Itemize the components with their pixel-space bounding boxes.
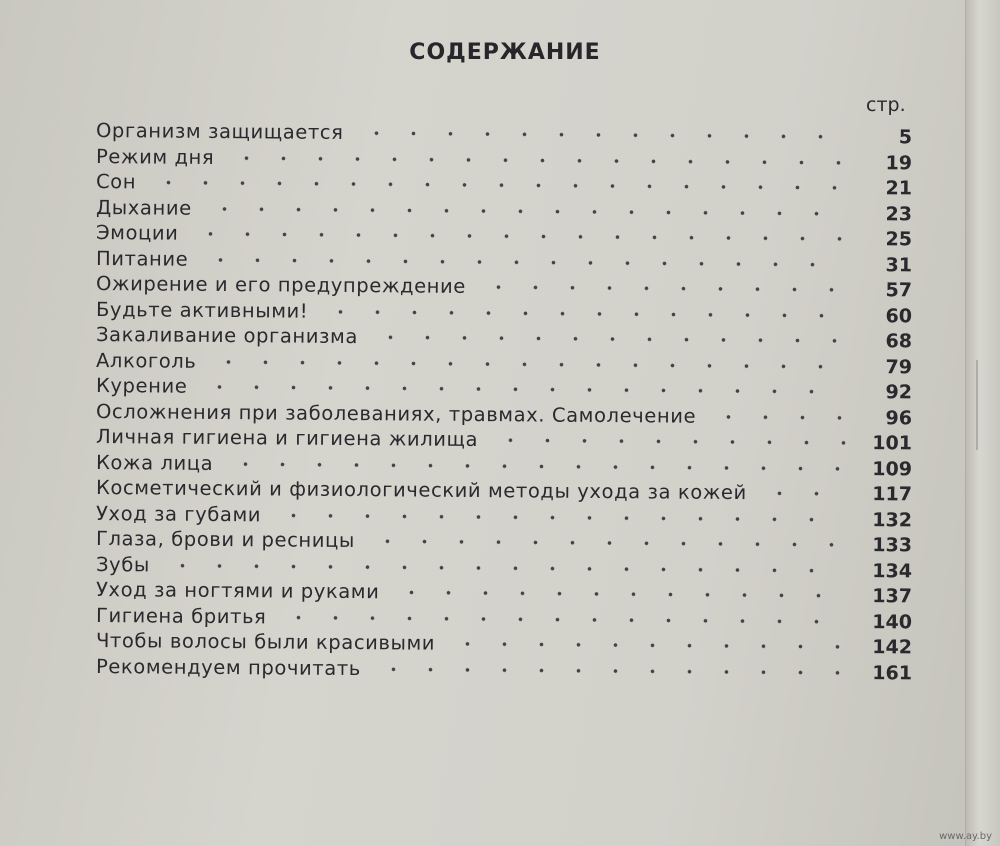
toc-entry-page: 132 <box>872 508 913 531</box>
toc-entry-title: Режим дня <box>95 144 215 169</box>
toc-entry-page: 68 <box>885 330 913 353</box>
toc-entry-title: Эмоции <box>95 221 179 245</box>
toc-entry-page: 21 <box>885 177 913 200</box>
toc-entry-page: 140 <box>872 610 913 633</box>
dot-leader <box>372 334 846 344</box>
page-title: СОДЕРЖАНИЕ <box>409 40 601 65</box>
toc-entry-page: 101 <box>872 432 913 455</box>
dot-leader <box>393 589 846 599</box>
toc-entry-page: 23 <box>885 202 913 225</box>
toc-entry-page: 137 <box>872 585 913 608</box>
toc-entry-page: 25 <box>885 228 913 251</box>
dot-leader <box>710 413 846 420</box>
table-of-contents <box>95 118 913 684</box>
toc-entry-page: 161 <box>872 661 913 684</box>
toc-entry-page: 79 <box>885 355 913 378</box>
toc-entry-title: Косметический и физиологический методы ухода за кожей <box>95 476 747 505</box>
dot-leader <box>492 437 846 446</box>
toc-entry-page: 60 <box>885 304 913 327</box>
toc-entry-title: Чтобы волосы были красивыми <box>95 629 436 655</box>
toc-entry-title: Гигиена бритья <box>95 603 267 628</box>
dot-leader <box>202 256 846 267</box>
watermark: www.ay.by <box>939 831 992 842</box>
toc-entry-page: 5 <box>898 126 913 149</box>
toc-entry-title: Курение <box>95 374 188 398</box>
toc-entry-page: 57 <box>885 279 913 302</box>
dot-leader <box>357 130 846 140</box>
toc-entry-page: 96 <box>885 406 913 429</box>
toc-entry-title: Рекомендуем прочитать <box>95 654 361 680</box>
dot-leader <box>449 641 846 650</box>
toc-entry-title: Алкоголь <box>95 348 197 373</box>
dot-leader <box>480 284 846 293</box>
toc-entry-title: Будьте активными! <box>95 297 309 323</box>
toc-entry-title: Закаливание организма <box>95 323 359 349</box>
dot-leader <box>192 231 846 242</box>
toc-entry-title: Уход за губами <box>95 501 262 526</box>
dot-leader <box>369 538 846 548</box>
dot-leader <box>206 205 846 216</box>
dot-leader <box>280 614 846 624</box>
dot-leader <box>275 512 846 522</box>
toc-entry-title: Уход за ногтями и руками <box>95 578 380 604</box>
page-column-header: стр. <box>866 94 906 116</box>
dot-leader <box>228 154 846 165</box>
toc-entry-page: 109 <box>872 457 913 480</box>
toc-entry-title: Кожа лица <box>95 450 214 475</box>
dot-leader <box>375 665 846 675</box>
page-edge <box>965 0 1000 846</box>
dot-leader <box>164 562 846 573</box>
dot-leader <box>210 358 846 369</box>
toc-entry-page: 92 <box>885 381 913 404</box>
toc-entry-title: Личная гигиена и гигиена жилища <box>95 425 479 452</box>
dot-leader <box>150 179 846 190</box>
toc-entry-page: 19 <box>885 151 913 174</box>
toc-entry-title: Осложнения при заболеваниях, травмах. Самолечение <box>95 399 697 428</box>
dot-leader <box>322 308 846 318</box>
dot-leader <box>227 460 846 471</box>
toc-entry-page: 134 <box>872 559 913 582</box>
toc-entry-page: 31 <box>885 253 913 276</box>
toc-entry-title: Глаза, брови и ресницы <box>95 527 356 553</box>
dot-leader <box>761 490 846 497</box>
toc-entry-page: 142 <box>872 636 913 659</box>
toc-entry-page: 133 <box>872 534 913 557</box>
toc-entry-title: Ожирение и его предупреждение <box>95 272 467 298</box>
toc-entry-page: 117 <box>872 483 913 506</box>
toc-entry-title: Питание <box>95 246 189 271</box>
toc-entry-title: Организм защищается <box>95 119 344 144</box>
toc-entry-title: Зубы <box>95 552 150 576</box>
toc-entry-title: Сон <box>95 170 137 194</box>
toc-entry-title: Дыхание <box>95 195 192 220</box>
dot-leader <box>201 384 846 395</box>
